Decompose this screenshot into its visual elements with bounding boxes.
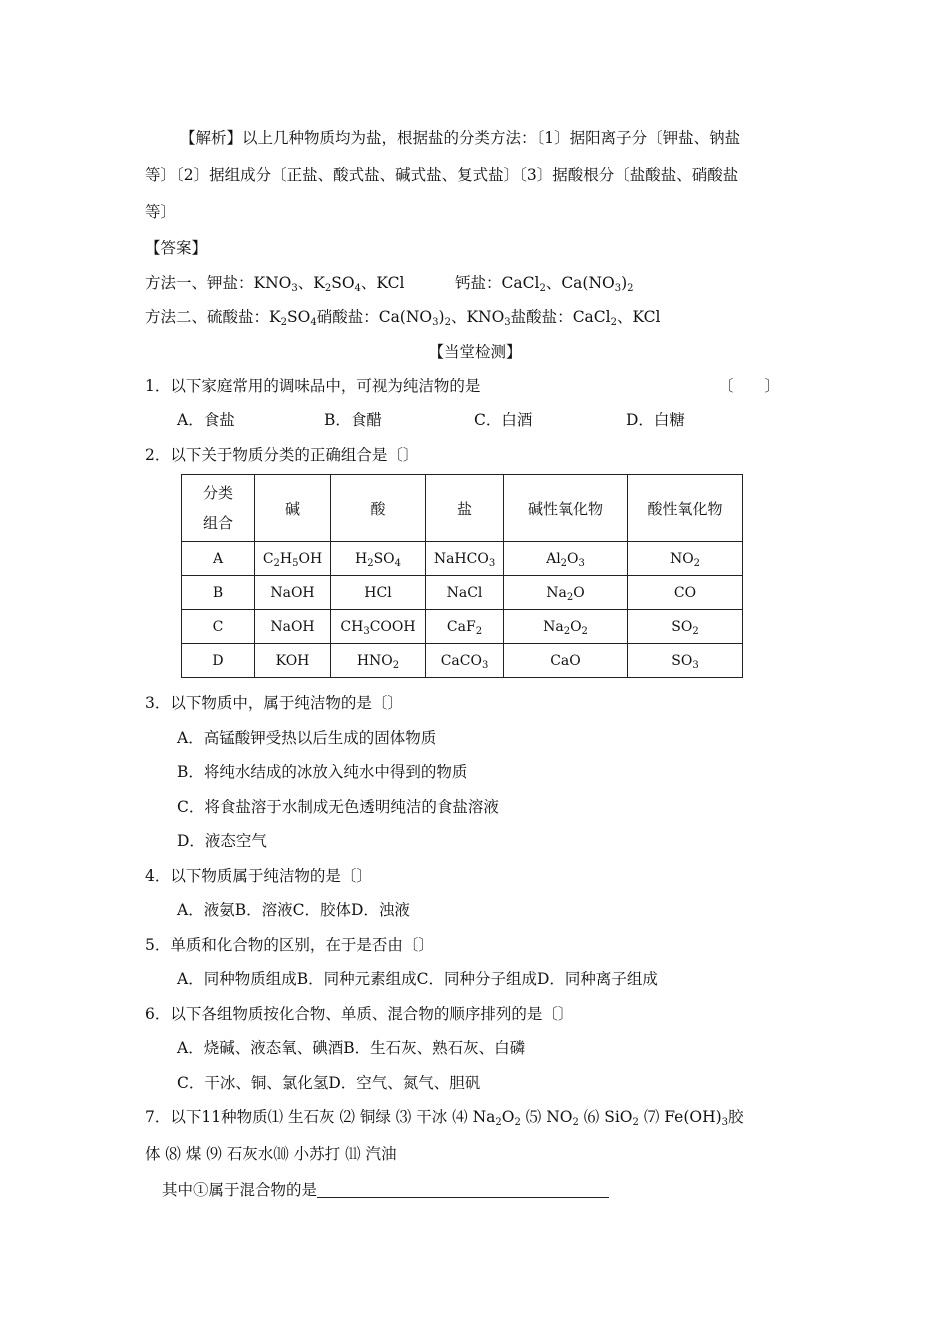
formula-iron-hydroxide: $Fe(OH)_3$	[664, 1108, 729, 1128]
row-label: C	[182, 610, 255, 644]
corner-bottom-label: 组合	[202, 514, 233, 532]
table-header-row	[182, 475, 743, 542]
col-header-basic-oxide: 碱性氧化物	[504, 475, 628, 542]
q1-option-c: C．白酒	[474, 411, 533, 429]
q7-prompt: 其中①属于混合物的是	[162, 1181, 318, 1199]
cell-base: NaOH	[255, 576, 331, 610]
calcium-label: 钙盐：	[455, 274, 502, 292]
chloride-label: 盐酸盐：	[510, 308, 573, 326]
row-label: A	[182, 542, 255, 576]
cell-acid: HCl	[331, 576, 426, 610]
q7-line1-part-e: 胶	[728, 1108, 744, 1126]
q5-stem: 5．单质和化合物的区别，在于是否由〔〕	[145, 936, 434, 954]
table-corner-cell	[182, 475, 255, 542]
answer-method-2	[145, 307, 660, 327]
cell-acidic-oxide: $NO_2$	[628, 542, 743, 576]
calcium-salts: CaCl$_2$、$Ca(NO_3)_2$	[501, 274, 634, 294]
q7-line1-part-a: 7．以下11种物质⑴ 生石灰 ⑵ 铜绿 ⑶ 干冰 ⑷	[145, 1108, 473, 1126]
q7-line1-part-c: ⑹	[578, 1108, 605, 1126]
q1-answer-bracket: 〔 〕	[718, 377, 781, 395]
q1-option-a: A．食盐	[177, 411, 235, 429]
answer-method-1	[145, 273, 404, 293]
q1-option-b: B．食醋	[324, 411, 382, 429]
q6-stem: 6．以下各组物质按化合物、单质、混合物的顺序排列的是〔〕	[145, 1005, 574, 1023]
cell-basic-oxide: $Na_2O$	[504, 576, 628, 610]
corner-top-label: 分类	[202, 484, 233, 502]
cell-salt: CaCO$_3$	[426, 644, 504, 678]
q3-option-d: D．液态空气	[177, 832, 267, 850]
classification-table	[181, 474, 743, 678]
table-row	[182, 542, 743, 576]
answer-calcium-salts	[455, 273, 634, 293]
cell-base: $C_2H_5OH$	[255, 542, 331, 576]
cell-acid: $CH_3COOH$	[331, 610, 426, 644]
analysis-line-1: 【解析】以上几种物质均为盐，根据盐的分类方法：〔1〕据阳离子分〔钾盐、钠盐	[180, 129, 741, 147]
q7-line1-part-d: ⑺	[638, 1108, 665, 1126]
row-label: D	[182, 644, 255, 678]
cell-acidic-oxide: CO	[628, 576, 743, 610]
cell-acidic-oxide: $SO_3$	[628, 644, 743, 678]
col-header-base: 碱	[255, 475, 331, 542]
table-row	[182, 576, 743, 610]
formula-nitrogen-dioxide: $NO_2$	[546, 1108, 579, 1128]
cell-base: NaOH	[255, 610, 331, 644]
analysis-line-2: 等〕〔2〕据组成分〔正盐、酸式盐、碱式盐、复式盐〕〔3〕据酸根分〔盐酸盐、硝酸盐	[145, 166, 739, 184]
nitrate-salts: $Ca(NO_3)_2$、$KNO_3$	[378, 308, 511, 328]
method-2-label: 方法二、硫酸盐：	[145, 308, 270, 326]
q2-stem: 2．以下关于物质分类的正确组合是〔〕	[145, 446, 419, 464]
potassium-salts: $KNO_3$、$K_2SO_4$、KCl	[253, 274, 405, 294]
q3-option-c: C．将食盐溶于水制成无色透明纯洁的食盐溶液	[177, 798, 499, 816]
q3-option-b: B．将纯水结成的冰放入纯水中得到的物质	[177, 763, 468, 781]
q5-options: A．同种物质组成B．同种元素组成C．同种分子组成D．同种离子组成	[177, 970, 658, 988]
q7-line1-part-b: ⑸	[520, 1108, 547, 1126]
table-row	[182, 644, 743, 678]
q7-line-2: 体 ⑻ 煤 ⑼ 石灰水⑽ 小苏打 ⑾ 汽油	[145, 1145, 397, 1163]
sulfate-salts: $K_2SO_4$	[269, 308, 317, 328]
q7-line-1	[145, 1107, 744, 1127]
q4-options: A．液氨B．溶液C．胶体D．浊液	[177, 901, 410, 919]
cell-salt: NaCl	[426, 576, 504, 610]
answer-blank[interactable]	[317, 1181, 609, 1198]
q3-stem: 3．以下物质中，属于纯洁物的是〔〕	[145, 694, 403, 712]
answer-heading: 【答案】	[145, 239, 208, 257]
col-header-acidic-oxide: 酸性氧化物	[628, 475, 743, 542]
q3-option-a: A．高锰酸钾受热以后生成的固体物质	[177, 729, 437, 747]
cell-acid: $H_2SO_4$	[331, 542, 426, 576]
cell-basic-oxide: CaO	[504, 644, 628, 678]
cell-salt: CaF$_2$	[426, 610, 504, 644]
q7-line-3	[162, 1180, 609, 1200]
formula-sodium-peroxide: $Na_2O_2$	[472, 1108, 521, 1128]
section-title: 【当堂检测】	[428, 343, 522, 361]
method-1-label: 方法一、钾盐：	[145, 274, 254, 292]
col-header-salt: 盐	[426, 475, 504, 542]
col-header-acid: 酸	[331, 475, 426, 542]
cell-base: KOH	[255, 644, 331, 678]
row-label: B	[182, 576, 255, 610]
chloride-salts: CaCl$_2$、KCl	[572, 308, 661, 328]
q1-stem: 1．以下家庭常用的调味品中，可视为纯洁物的是	[145, 377, 481, 395]
q6-options-cd: C．干冰、铜、氯化氢D．空气、氮气、胆矾	[177, 1074, 481, 1092]
cell-salt: NaHCO$_3$	[426, 542, 504, 576]
q1-option-d: D．白糖	[626, 411, 685, 429]
analysis-line-3: 等〕	[145, 203, 177, 221]
formula-silicon-dioxide: SiO$_2$	[604, 1108, 639, 1128]
cell-basic-oxide: $Al_2O_3$	[504, 542, 628, 576]
cell-acidic-oxide: $SO_2$	[628, 610, 743, 644]
cell-basic-oxide: $Na_2O_2$	[504, 610, 628, 644]
q4-stem: 4．以下物质属于纯洁物的是〔〕	[145, 867, 372, 885]
table-row	[182, 610, 743, 644]
cell-acid: $HNO_2$	[331, 644, 426, 678]
q6-options-ab: A．烧碱、液态氧、碘酒B．生石灰、熟石灰、白磷	[177, 1039, 526, 1057]
nitrate-label: 硝酸盐：	[316, 308, 379, 326]
